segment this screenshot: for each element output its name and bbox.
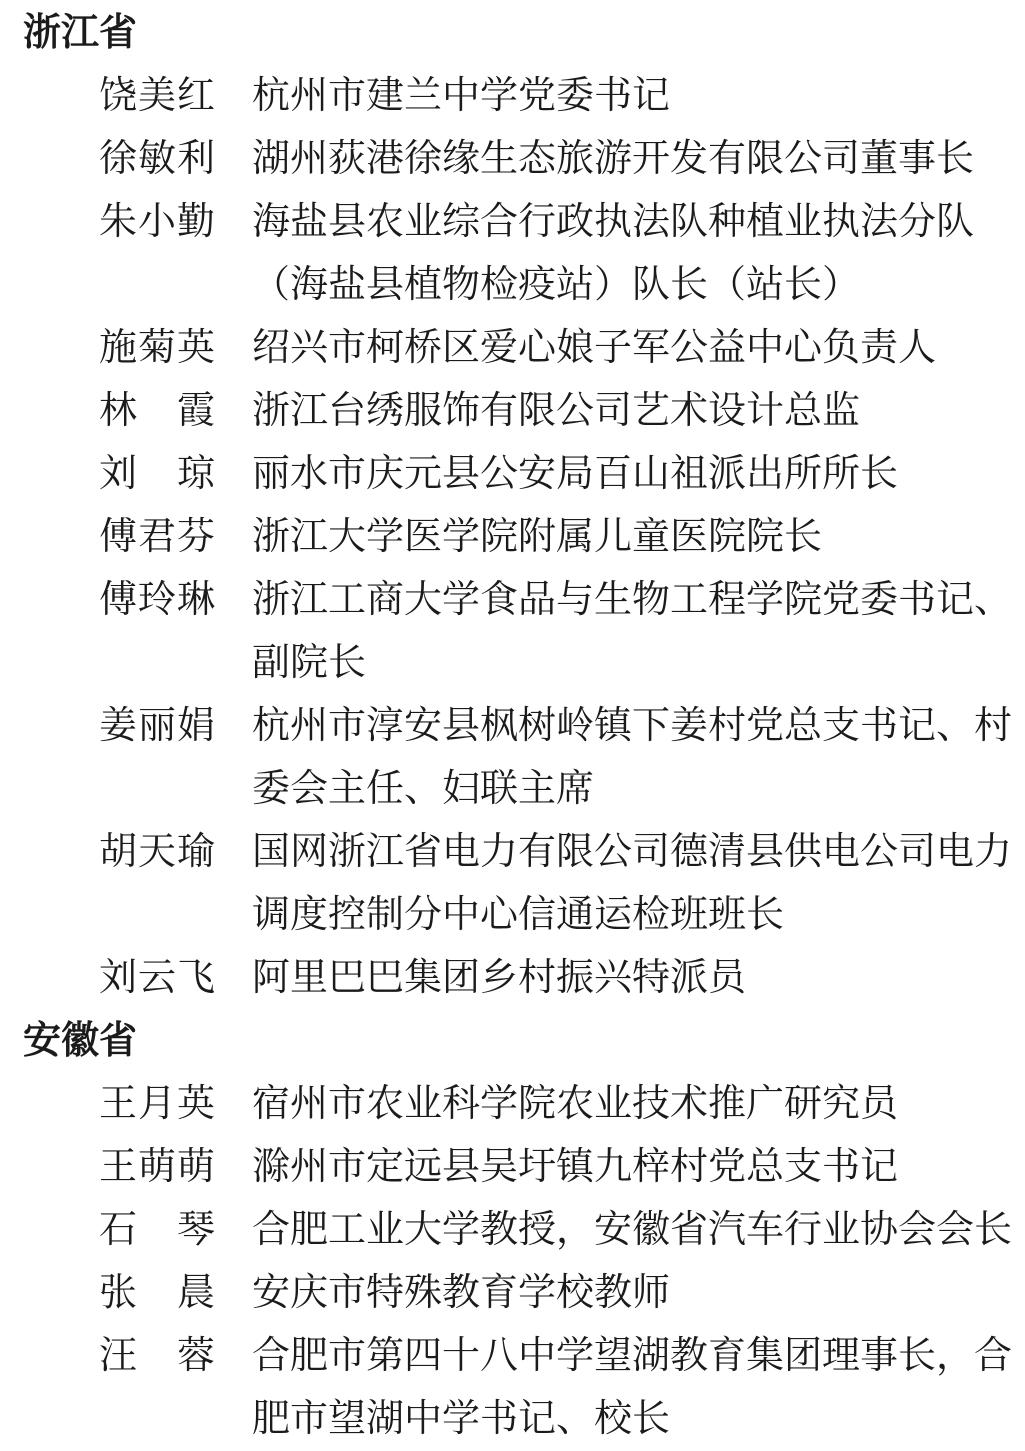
honoree-row	[0, 65, 1025, 128]
honoree-name: 胡天瑜	[99, 831, 215, 873]
honoree-name: 林霞	[99, 390, 215, 432]
honoree-title: 宿州市农业科学院农业技术推广研究员	[252, 1083, 899, 1125]
honoree-title: 滁州市定远县吴圩镇九梓村党总支书记	[252, 1146, 899, 1188]
honoree-title: 杭州市淳安县枫树岭镇下姜村党总支书记、村委会主任、妇联主席	[252, 705, 1013, 810]
honoree-name: 朱小勤	[99, 201, 215, 243]
honoree-row	[0, 695, 1025, 821]
honoree-row	[0, 1325, 1025, 1451]
honoree-title: 浙江工商大学食品与生物工程学院党委书记、副院长	[252, 579, 1013, 684]
honoree-title: 国网浙江省电力有限公司德清县供电公司电力调度控制分中心信通运检班班长	[252, 831, 1013, 936]
honoree-title: 合肥工业大学教授，安徽省汽车行业协会会长	[252, 1209, 1013, 1251]
honoree-title: 合肥市第四十八中学望湖教育集团理事长，合肥市望湖中学书记、校长	[252, 1335, 1013, 1440]
honoree-row	[0, 1199, 1025, 1262]
honoree-name: 汪蓉	[99, 1335, 215, 1377]
honoree-row	[0, 128, 1025, 191]
province-heading: 安徽省	[23, 1020, 138, 1062]
honoree-row	[0, 380, 1025, 443]
honoree-name: 傅玲琳	[99, 579, 215, 621]
honoree-title: 海盐县农业综合行政执法队种植业执法分队（海盐县植物检疫站）队长（站长）	[252, 201, 975, 306]
honoree-title: 浙江台绣服饰有限公司艺术设计总监	[252, 390, 861, 432]
province-heading: 浙江省	[23, 12, 138, 54]
honoree-row	[0, 1262, 1025, 1325]
honoree-name: 饶美红	[99, 75, 215, 117]
honoree-title: 杭州市建兰中学党委书记	[252, 75, 671, 117]
honoree-row	[0, 443, 1025, 506]
honoree-row	[0, 191, 1025, 317]
honoree-name: 姜丽娟	[99, 705, 215, 747]
honoree-name: 刘云飞	[99, 957, 215, 999]
honoree-row	[0, 947, 1025, 1010]
honoree-name: 傅君芬	[99, 516, 215, 558]
honoree-name: 刘琼	[99, 453, 215, 495]
honoree-row	[0, 1073, 1025, 1136]
honoree-title: 绍兴市柯桥区爱心娘子军公益中心负责人	[252, 327, 937, 369]
honoree-name: 施菊英	[99, 327, 215, 369]
honoree-title: 浙江大学医学院附属儿童医院院长	[252, 516, 823, 558]
honoree-title: 阿里巴巴集团乡村振兴特派员	[252, 957, 747, 999]
honoree-name: 徐敏利	[99, 138, 215, 180]
honoree-row	[0, 1136, 1025, 1199]
honoree-row	[0, 569, 1025, 695]
honoree-title: 安庆市特殊教育学校教师	[252, 1272, 671, 1314]
honoree-title: 丽水市庆元县公安局百山祖派出所所长	[252, 453, 899, 495]
honoree-row	[0, 821, 1025, 947]
honoree-row	[0, 506, 1025, 569]
honoree-name: 张晨	[99, 1272, 215, 1314]
honoree-name: 王萌萌	[99, 1146, 215, 1188]
honoree-name: 王月英	[99, 1083, 215, 1125]
honoree-name: 石琴	[99, 1209, 215, 1251]
honoree-title: 湖州荻港徐缘生态旅游开发有限公司董事长	[252, 138, 975, 180]
honoree-row	[0, 317, 1025, 380]
